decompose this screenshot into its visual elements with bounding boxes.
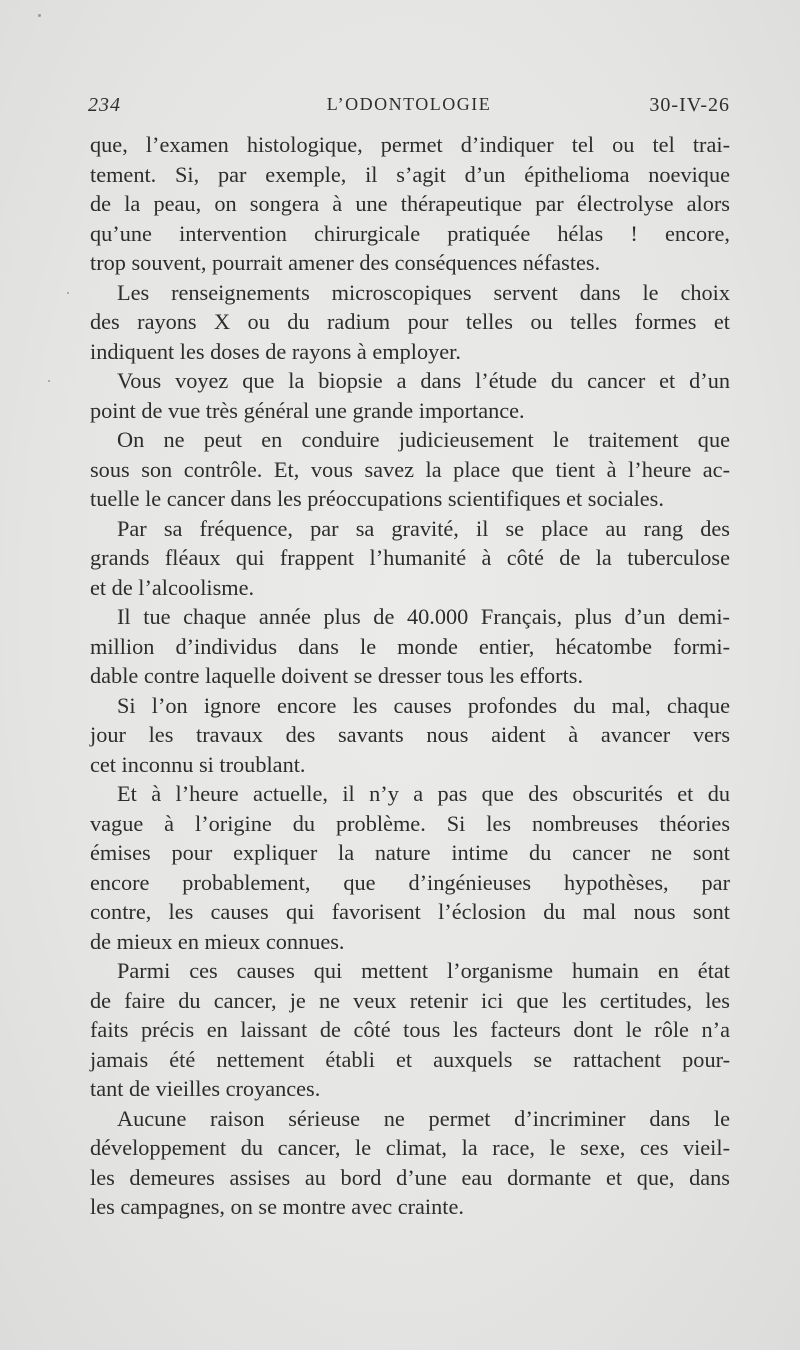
text-line: indiquent les doses de rayons à employer.: [90, 338, 461, 364]
text-line: Aucune raison sérieuse ne permet d’incriminer dans le: [117, 1105, 730, 1131]
paragraph: [90, 602, 730, 691]
text-line: cet inconnu si troublant.: [90, 751, 306, 777]
text-line: les demeures assises au bord d’une eau dormante et que, dans: [90, 1164, 730, 1190]
text-line: grands fléaux qui frappent l’humanité à côté de la tuberculose: [90, 545, 730, 570]
paragraph: [90, 366, 730, 425]
paper-speck: [48, 380, 50, 382]
text-line: de mieux en mieux connues.: [90, 928, 345, 954]
text-line: de faire du cancer, je ne veux retenir ici que les certitudes, les: [90, 987, 730, 1013]
text-line: tement. Si, par exemple, il s’agit d’un épithelioma noevique: [90, 161, 730, 187]
text-line: sous son contrôle. Et, vous savez la place que tient à l’heure ac-: [90, 456, 730, 482]
text-line: encore probablement, que d’ingénieuses hypothèses, par: [90, 869, 730, 895]
text-line: point de vue très général une grande importance.: [90, 397, 525, 423]
paper-speck: [38, 14, 41, 17]
running-header: [88, 94, 730, 124]
text-line: des rayons X ou du radium pour telles ou telles formes et: [90, 309, 730, 334]
text-line: Vous voyez que la biopsie a dans l’étude du cancer et d’un: [117, 368, 730, 393]
paragraph: [90, 278, 730, 367]
text-line: dable contre laquelle doivent se dresser tous les efforts.: [90, 663, 584, 688]
text-line: les campagnes, on se montre avec crainte.: [90, 1194, 464, 1219]
text-line: Et à l’heure actuelle, il n’y a pas que des obscurités et du: [117, 781, 730, 806]
text-line: que, l’examen histologique, permet d’indiquer tel ou tel trai-: [90, 132, 730, 157]
text-line: émises pour expliquer la nature intime du cancer ne sont: [90, 840, 730, 865]
text-line: On ne peut en conduire judicieusement le traitement que: [117, 427, 730, 452]
paragraph: [90, 779, 730, 956]
text-line: vague à l’origine du problème. Si les nombreuses théories: [90, 810, 730, 836]
paragraph: [90, 956, 730, 1104]
issue-date: 30-IV-26: [649, 94, 730, 116]
text-line: tuelle le cancer dans les préoccupations scientifiques et sociales.: [90, 486, 664, 511]
text-line: jour les travaux des savants nous aident à avancer vers: [90, 722, 730, 747]
text-line: développement du cancer, le climat, la race, le sexe, ces vieil-: [90, 1135, 730, 1160]
text-line: qu’une intervention chirurgicale pratiquée hélas ! encore,: [90, 220, 730, 246]
text-line: Si l’on ignore encore les causes profondes du mal, chaque: [117, 692, 730, 718]
text-line: Par sa fréquence, par sa gravité, il se place au rang des: [117, 515, 730, 541]
text-line: million d’individus dans le monde entier, hécatombe formi-: [90, 633, 730, 659]
text-line: Les renseignements microscopiques servent dans le choix: [117, 279, 730, 305]
paragraph: [90, 425, 730, 514]
text-line: de la peau, on songera à une thérapeutique par électrolyse alors: [90, 191, 730, 216]
page-number: 234: [88, 94, 121, 116]
text-line: trop souvent, pourrait amener des conséquences néfastes.: [90, 250, 601, 275]
paragraph: [90, 1104, 730, 1222]
text-line: et de l’alcoolisme.: [90, 574, 255, 600]
text-line: Parmi ces causes qui mettent l’organisme humain en état: [117, 958, 730, 983]
text-line: jamais été nettement établi et auxquels se rattachent pour-: [90, 1046, 730, 1072]
text-line: tant de vieilles croyances.: [90, 1076, 321, 1101]
paragraph: [90, 514, 730, 603]
body-text: [90, 130, 730, 1222]
text-line: faits précis en laissant de côté tous les facteurs dont le rôle n’a: [90, 1017, 730, 1042]
text-line: contre, les causes qui favorisent l’éclosion du mal nous sont: [90, 899, 730, 924]
text-line: Il tue chaque année plus de 40.000 Français, plus d’un demi-: [117, 604, 730, 629]
paper-speck: [67, 292, 69, 294]
paragraph: [90, 130, 730, 278]
paragraph: [90, 691, 730, 780]
journal-title: L’ODONTOLOGIE: [326, 94, 492, 114]
